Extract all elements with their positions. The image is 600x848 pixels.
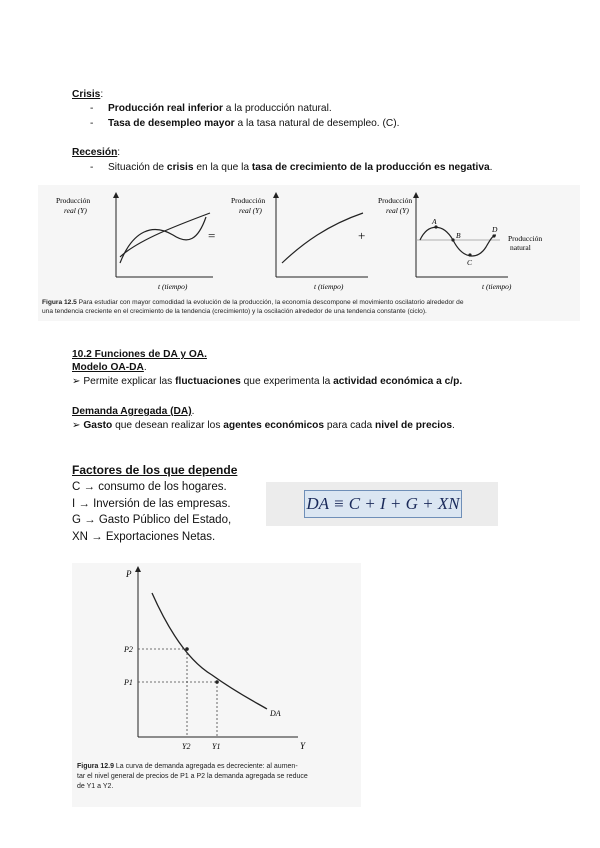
text-run: que experimenta la bbox=[240, 376, 334, 387]
recesion-item bbox=[90, 161, 493, 174]
caption-label: Figura 12.9 bbox=[77, 763, 114, 770]
bold-term: crisis bbox=[166, 162, 194, 173]
model-heading-text: Modelo OA-DA bbox=[72, 362, 144, 373]
point-d-marker bbox=[492, 234, 495, 237]
arrow-bullet-icon: ➢ bbox=[72, 420, 81, 431]
point-p2-marker bbox=[185, 647, 189, 651]
text-run: Situación de bbox=[108, 162, 167, 173]
text-run: que desean realizar los bbox=[112, 420, 224, 431]
crisis-item-2 bbox=[90, 117, 400, 130]
recesion-heading-text: Recesión bbox=[72, 147, 118, 158]
figure-12-5 bbox=[38, 185, 580, 321]
bold-term: Tasa de desempleo mayor bbox=[108, 118, 235, 129]
graph-trend bbox=[231, 195, 368, 291]
caption-text: Para estudiar con mayor comodidad la evolución de la producción, la economía descompone el movimiento oscilatorio alrededor de bbox=[76, 299, 464, 306]
point-b: B bbox=[456, 231, 461, 240]
ylabel-2: real (Y) bbox=[64, 206, 87, 215]
crisis-heading-text: Crisis bbox=[72, 89, 101, 100]
ylabel-1: Producción bbox=[378, 196, 413, 205]
crisis-item-1 bbox=[90, 102, 332, 115]
ylabel-1: Producción bbox=[231, 196, 266, 205]
da-heading-text: Demanda Agregada (DA) bbox=[72, 406, 192, 417]
text-run: para cada bbox=[324, 420, 376, 431]
figure-12-5-graphs bbox=[38, 185, 580, 297]
crisis-item-2-text bbox=[108, 117, 399, 130]
model-heading-dot: . bbox=[143, 362, 147, 373]
arrow-bullet-icon: ➢ bbox=[72, 376, 81, 387]
factor-exportaciones: XN → Exportaciones Netas. bbox=[72, 530, 216, 543]
ylabel-2: real (Y) bbox=[239, 206, 262, 215]
equals-sign: = bbox=[208, 228, 216, 243]
plus-sign: + bbox=[358, 228, 366, 243]
bullet-dash: - bbox=[90, 162, 94, 173]
section-title-text: 10.2 Funciones de DA y OA. bbox=[72, 349, 207, 360]
formula-panel bbox=[266, 482, 498, 526]
figure-12-5-caption-2: una tendencia creciente en el crecimiento de la tendencia (crecimiento) y la oscilación alrededor de una tendencia constante (ciclo). bbox=[42, 308, 427, 315]
point-c: C bbox=[467, 258, 473, 267]
point-p1-marker bbox=[215, 680, 219, 684]
point-b-marker bbox=[451, 238, 454, 241]
bold-term: tasa de crecimiento de la producción es negativa bbox=[251, 162, 490, 173]
figure-12-9-caption-1 bbox=[77, 762, 298, 772]
da-description bbox=[72, 419, 455, 432]
p2-label: P2 bbox=[124, 645, 133, 654]
ylabel-2: real (Y) bbox=[386, 206, 409, 215]
da-curve-label: DA bbox=[270, 709, 281, 718]
bold-term: fluctuaciones bbox=[175, 376, 241, 387]
factores-heading bbox=[72, 462, 237, 478]
factores-heading-text: Factores de los que depende bbox=[72, 463, 238, 477]
point-c-marker bbox=[468, 253, 471, 256]
recesion-item-text bbox=[108, 161, 493, 174]
caption-label: Figura 12.5 bbox=[42, 299, 77, 306]
recesion-heading bbox=[72, 146, 120, 159]
crisis-heading bbox=[72, 88, 103, 101]
bold-term: Gasto bbox=[80, 420, 113, 431]
formula-box bbox=[304, 490, 462, 518]
caption-text: La curva de demanda agregada es decreciente: al aumen- bbox=[113, 763, 298, 770]
y2-label: Y2 bbox=[182, 742, 191, 751]
crisis-item-1-text bbox=[108, 102, 332, 115]
recesion-heading-colon: : bbox=[117, 147, 121, 158]
bold-term: Producción real inferior bbox=[108, 103, 223, 114]
da-heading bbox=[72, 405, 194, 418]
ylabel-1: Producción bbox=[56, 196, 91, 205]
figure-12-9-graph bbox=[72, 563, 361, 758]
p-axis-label: P bbox=[126, 569, 132, 579]
p1-label: P1 bbox=[124, 678, 133, 687]
bold-term: agentes económicos bbox=[223, 420, 325, 431]
y-axis-label: Y bbox=[300, 741, 306, 751]
formula-da: DA ≡ C + I + G + XN bbox=[306, 494, 460, 513]
trend-curve bbox=[282, 213, 366, 263]
factor-consumo: C → consumo de los hogares. bbox=[72, 481, 227, 493]
da-curve bbox=[152, 593, 267, 709]
bullet-dash: - bbox=[90, 103, 94, 114]
model-heading bbox=[72, 361, 147, 374]
figure-12-9 bbox=[72, 563, 361, 807]
model-description bbox=[72, 375, 462, 388]
bold-term: actividad económica a c/p. bbox=[333, 376, 463, 387]
item-rest: a la tasa natural de desempleo. (C). bbox=[234, 118, 400, 129]
xlabel: t (tiempo) bbox=[482, 282, 512, 291]
point-a: A bbox=[432, 217, 437, 226]
section-title bbox=[72, 348, 207, 361]
natural-label-2: natural bbox=[510, 243, 531, 252]
natural-label-1: Producción bbox=[508, 234, 543, 243]
text-run: Permite explicar las bbox=[80, 376, 176, 387]
crisis-heading-colon: : bbox=[100, 89, 104, 100]
bullet-dash: - bbox=[90, 118, 94, 129]
y1-label: Y1 bbox=[212, 742, 221, 751]
item-rest: a la producción natural. bbox=[222, 103, 332, 114]
point-d: D bbox=[492, 225, 498, 234]
text-run: . bbox=[452, 420, 455, 431]
figure-12-9-caption-3: de Y1 a Y2. bbox=[77, 783, 114, 790]
graph-cycle bbox=[378, 195, 542, 291]
text-run: en la que la bbox=[193, 162, 252, 173]
text-run: . bbox=[489, 162, 493, 173]
bold-term: nivel de precios bbox=[375, 420, 453, 431]
da-heading-dot: . bbox=[191, 406, 195, 417]
xlabel: t (tiempo) bbox=[158, 282, 188, 291]
figure-12-9-caption-2: tar el nivel general de precios de P1 a P2 la demanda agregada se reduce bbox=[77, 773, 308, 780]
graph-total bbox=[56, 195, 216, 291]
factor-inversion: I → Inversión de las empresas. bbox=[72, 497, 231, 510]
xlabel: t (tiempo) bbox=[314, 282, 344, 291]
figure-12-5-caption-1 bbox=[42, 298, 464, 307]
factor-gasto-publico: G → Gasto Público del Estado, bbox=[72, 514, 232, 526]
oscillating-curve bbox=[120, 217, 206, 263]
factores-list bbox=[72, 479, 231, 545]
